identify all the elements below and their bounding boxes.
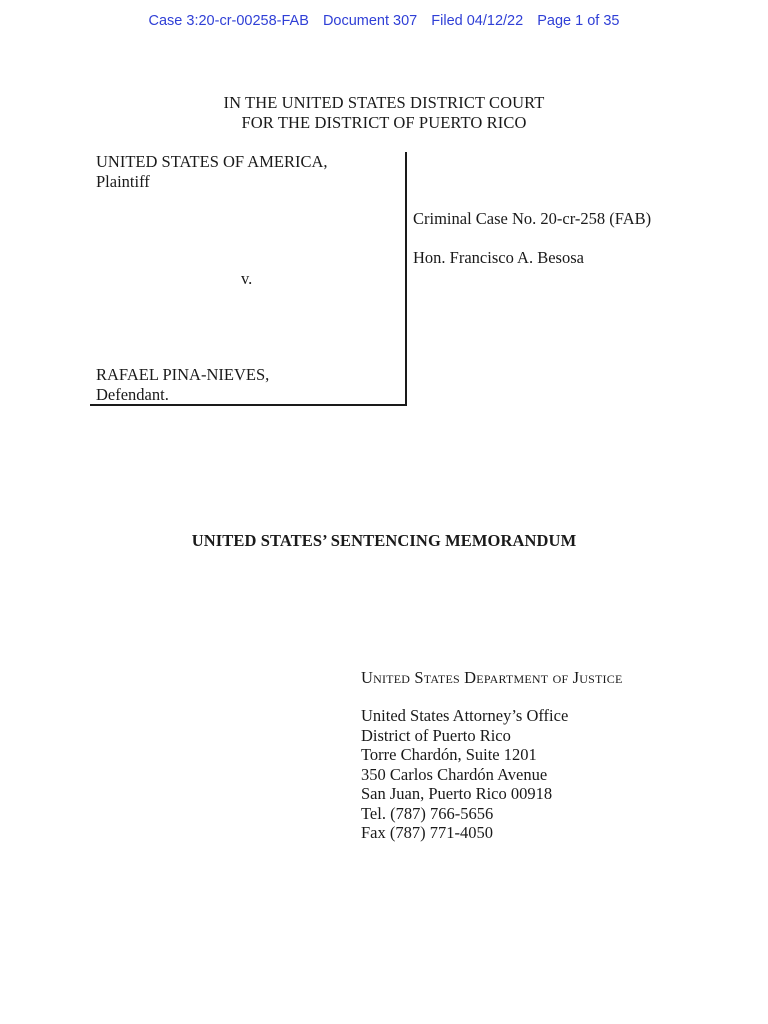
document-title: UNITED STATES’ SENTENCING MEMORANDUM	[191, 531, 577, 550]
plaintiff-role: Plaintiff	[96, 171, 150, 191]
case-number: Criminal Case No. 20-cr-258 (FAB)	[413, 209, 652, 228]
office-line: District of Puerto Rico	[361, 725, 511, 745]
court-title-line-1: IN THE UNITED STATES DISTRICT COURT	[223, 93, 545, 112]
ecf-page-number: Page 1 of 35	[537, 13, 620, 29]
office-line: Torre Chardón, Suite 1201	[361, 745, 537, 764]
ecf-filing-header	[0, 13, 768, 29]
caption-vertical-rule	[405, 152, 407, 406]
plaintiff-block	[96, 152, 328, 191]
office-address-block	[361, 706, 568, 843]
department-name: United States Department of Justice	[361, 668, 623, 687]
judge-name: Hon. Francisco A. Besosa	[413, 248, 584, 267]
plaintiff-name: UNITED STATES OF AMERICA,	[96, 152, 328, 171]
office-line: 350 Carlos Chardón Avenue	[361, 764, 548, 784]
court-title-line-2: FOR THE DISTRICT OF PUERTO RICO	[241, 113, 527, 132]
office-line: United States Attorney’s Office	[361, 706, 569, 725]
defendant-block	[96, 365, 269, 404]
office-line: Tel. (787) 766-5656	[361, 803, 494, 823]
ecf-case-number: Case 3:20-cr-00258-FAB	[148, 13, 309, 29]
defendant-name: RAFAEL PINA-NIEVES,	[96, 365, 270, 384]
versus-label: v.	[241, 269, 253, 288]
ecf-document-number: Document 307	[322, 13, 418, 29]
court-title	[0, 93, 768, 133]
ecf-filed-date: Filed 04/12/22	[431, 13, 524, 29]
office-line: Fax (787) 771-4050	[361, 823, 493, 842]
caption-horizontal-rule	[90, 404, 407, 406]
defendant-role: Defendant.	[96, 384, 169, 404]
office-line: San Juan, Puerto Rico 00918	[361, 784, 553, 803]
